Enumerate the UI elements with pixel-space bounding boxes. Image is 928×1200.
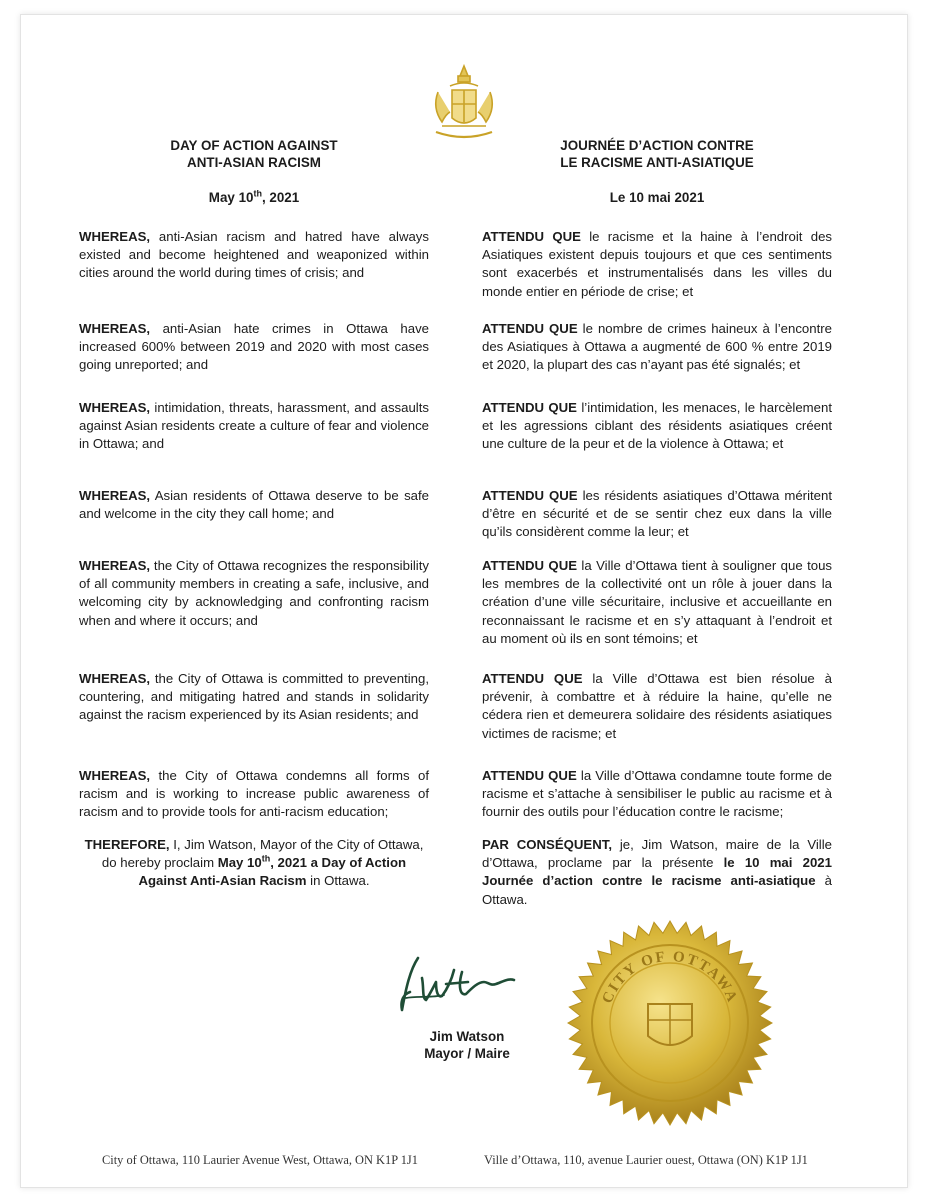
- french-title-line2: LE RACISME ANTI-ASIATIQUE: [560, 155, 754, 170]
- english-title: [79, 137, 429, 171]
- whereas-keyword: WHEREAS,: [79, 768, 151, 783]
- english-paragraph-text: intimidation, threats, harassment, and assaults against Asian residents create a culture of fear and violence in Ottawa; and: [79, 400, 429, 452]
- french-paragraph-4: [482, 487, 832, 542]
- attendu-keyword: ATTENDU QUE: [482, 768, 577, 783]
- french-paragraph-2: [482, 320, 832, 375]
- whereas-keyword: WHEREAS,: [79, 321, 151, 336]
- english-paragraph-text: the City of Ottawa is committed to preventing, countering, and mitigating hatred and stands in solidarity against the racism experienced by its Asian residents; and: [79, 671, 429, 723]
- par-consequent-keyword: PAR CONSÉQUENT,: [482, 837, 612, 852]
- french-paragraph-text: la Ville d’Ottawa condamne toute forme de racisme et s’attache à sensibiliser le public au racisme et à fournir des outils pour l’éducation contre le racisme;: [482, 768, 832, 820]
- par-consequent-text: je, Jim Watson, maire de la Ville d’Ottawa, proclame par la présente: [482, 837, 833, 871]
- whereas-keyword: WHEREAS,: [79, 229, 151, 244]
- english-paragraph-2: [79, 320, 429, 375]
- attendu-keyword: ATTENDU QUE: [482, 321, 578, 336]
- english-paragraph-5: [79, 557, 429, 630]
- english-paragraph-3: [79, 399, 429, 454]
- english-paragraph-1: [79, 228, 429, 283]
- english-title-line1: DAY OF ACTION AGAINST: [170, 138, 338, 153]
- french-paragraph-text: le nombre de crimes haineux à l’encontre des Asiatiques à Ottawa a augmenté de 600 % entre 2019 et 2020, la plupart des cas n’ayant pas été signalés; et: [482, 321, 832, 373]
- seal-text: CITY OF OTTAWA: [599, 948, 741, 1006]
- gold-seal-icon: [558, 918, 782, 1128]
- french-paragraph-text: le racisme et la haine à l’endroit des Asiatiques existent depuis toujours et que ces sentiments sont exacerbés et instrumentalisés dans les villes du monde entier en période de crise; et: [482, 229, 833, 299]
- english-paragraph-text: Asian residents of Ottawa deserve to be safe and welcome in the city they call home; and: [79, 488, 429, 522]
- attendu-keyword: ATTENDU QUE: [482, 558, 578, 573]
- english-therefore-paragraph: [79, 836, 429, 891]
- french-title: [482, 137, 832, 171]
- proclaimed-date-main: May 10: [217, 855, 262, 871]
- signatory-title: Mayor / Maire: [424, 1046, 510, 1061]
- therefore-text-end: in Ottawa.: [306, 873, 370, 889]
- french-paragraph-text: l’intimidation, les menaces, le harcèlement et les agressions ciblant des résidents asiatiques créent une culture de la peur et de la violence à Ottawa; et: [482, 400, 832, 452]
- proclaimed-date-rest: , 2021 a Day of Action Against Anti-Asian Racism: [138, 855, 407, 889]
- english-date-year: , 2021: [261, 190, 300, 205]
- therefore-keyword: THEREFORE,: [84, 837, 170, 852]
- english-paragraph-6: [79, 670, 429, 725]
- french-paragraph-3: [482, 399, 832, 454]
- english-paragraph-text: the City of Ottawa recognizes the responsibility of all community members in creating a safe, inclusive, and welcoming city by acknowledging and confronting racism when and where it occurs; and: [79, 558, 429, 628]
- par-consequent-text-end: à Ottawa.: [482, 873, 833, 907]
- footer-address-french: Ville d’Ottawa, 110, avenue Laurier ouest, Ottawa (ON) K1P 1J1: [484, 1153, 808, 1167]
- french-paragraph-6: [482, 670, 832, 743]
- english-paragraph-text: the City of Ottawa condemns all forms of racism and is working to increase public awareness of racism and to provide tools for anti-racism education;: [79, 768, 429, 820]
- english-date: [79, 190, 429, 205]
- signatory-block: [412, 1028, 522, 1062]
- whereas-keyword: WHEREAS,: [79, 400, 151, 415]
- coat-of-arms-icon: [428, 62, 500, 148]
- english-paragraph-7: [79, 767, 429, 822]
- french-title-line1: JOURNÉE D’ACTION CONTRE: [560, 138, 754, 153]
- proclaimed-date-sup: th: [261, 853, 271, 864]
- english-date-sup: th: [253, 188, 262, 199]
- english-paragraph-text: anti-Asian racism and hatred have always existed and become heightened and weaponized within cities around the world during times of crisis; and: [79, 229, 429, 281]
- attendu-keyword: ATTENDU QUE: [482, 671, 583, 686]
- attendu-keyword: ATTENDU QUE: [482, 488, 578, 503]
- whereas-keyword: WHEREAS,: [79, 671, 151, 686]
- attendu-keyword: ATTENDU QUE: [482, 400, 577, 415]
- french-date: Le 10 mai 2021: [609, 190, 705, 205]
- whereas-keyword: WHEREAS,: [79, 558, 151, 573]
- signatory-name: Jim Watson: [429, 1029, 505, 1044]
- french-therefore-paragraph: [482, 836, 832, 909]
- whereas-keyword: WHEREAS,: [79, 488, 151, 503]
- english-date-main: May 10: [208, 190, 254, 205]
- signature-icon: [392, 948, 522, 1020]
- french-paragraph-text: la Ville d’Ottawa est bien résolue à prévenir, à combattre et à réduire la haine, qu’elle ne cédera rien et demeurera solidaire des résidents asiatiques victimes de racisme; et: [482, 671, 832, 741]
- english-paragraph-4: [79, 487, 429, 523]
- french-proclaimed-date: le 10 mai 2021 Journée d’action contre le racisme anti-asiatique: [482, 855, 832, 889]
- french-paragraph-1: [482, 228, 832, 301]
- french-paragraph-text: la Ville d’Ottawa tient à souligner que tous les membres de la collectivité ont un rôle à jouer dans la création d’une ville sécuritaire, inclusive et accueillante en reconnaissant le racisme et en s’y attaquant à l’endroit et au moment où ils en sont témoins; et: [482, 558, 832, 646]
- attendu-keyword: ATTENDU QUE: [482, 229, 581, 244]
- french-paragraph-5: [482, 557, 832, 648]
- english-paragraph-text: anti-Asian hate crimes in Ottawa have increased 600% between 2019 and 2020 with most cases going unreported; and: [79, 321, 429, 373]
- footer-address-english: City of Ottawa, 110 Laurier Avenue West, Ottawa, ON K1P 1J1: [102, 1153, 418, 1167]
- french-paragraph-text: les résidents asiatiques d’Ottawa méritent d’être en sécurité et de se sentir chez eux dans la ville qu’ils considèrent comme la leur; et: [482, 488, 832, 540]
- therefore-text: I, Jim Watson, Mayor of the City of Ottawa, do hereby proclaim: [101, 837, 424, 871]
- english-title-line2: ANTI-ASIAN RACISM: [187, 155, 321, 170]
- french-paragraph-7: [482, 767, 832, 822]
